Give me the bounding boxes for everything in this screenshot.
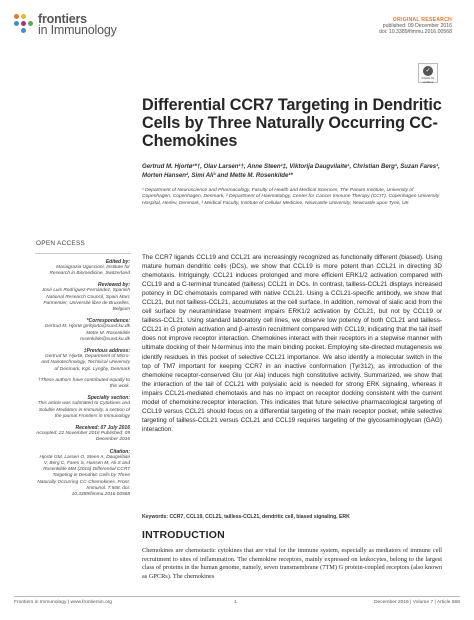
footer-issue-info: December 2016 | Volume 7 | Article 568 <box>373 600 460 605</box>
logo-journal-text: in Immunology <box>38 23 117 37</box>
doi-link[interactable]: doi: 10.3389/fimmu.2016.00568 <box>379 29 452 36</box>
journal-logo[interactable] <box>14 14 117 36</box>
article-type: ORIGINAL RESEARCH <box>392 17 452 23</box>
sidebar-specialty-section: Specialty section: This article was submitted to Cytokines and Soluble Mediators in Immunity, a section of the journal Frontiers in Immunology <box>37 395 130 419</box>
sidebar-reviewed-by: Reviewed by: José Luis Rodríguez-Fernández, Spanish National Research Council, Spain Marc Parmentier, Université libre de Bruxelles, Belgium <box>41 282 130 313</box>
published-date: published: 09 December 2016 <box>382 23 452 30</box>
footer-divider <box>14 596 460 597</box>
author-list: Gertrud M. Hjortø¹*†, Olav Larsen¹†, Anne Steen¹‡, Viktorija Daugvilaite¹, Christian Berg¹, Suzan Fares¹, Morten Hansen², Simi Ali³ and Mette M. Rosenkilde¹* <box>142 163 440 179</box>
sidebar-divider <box>35 253 131 254</box>
article-meta <box>379 17 452 36</box>
sidebar-previous-address: ‡Previous address: Gertrud M. Hjortø, Department of Micro- and Nanotechnology, Technical University of Denmark, Kgs. Lyngby, Denmark <box>41 348 130 372</box>
sidebar-equal-contribution: †These authors have contributed equally to this work. <box>37 377 130 390</box>
page-footer <box>14 600 460 605</box>
introduction-text: Chemokines are chemotactic cytokines that are vital for the immune system, especially as mediators of immune cell recruitment to sites of inflammation. The chemokine receptors, mainly expressed on leukocytes, belong to the largest class of proteins in the human genome, namely, seven transmembrane (7TM) G protein-coupled receptors (also known as GPCRs). The chemokines <box>142 547 442 580</box>
introduction-heading: INTRODUCTION <box>142 529 225 541</box>
crossmark-label: Check for updates <box>421 76 435 84</box>
check-icon: ✓ <box>423 66 433 76</box>
sidebar-edited-by: Edited by: Mariagrazia Uguccioni, Institute for Research in Biomedicine, Switzerland <box>49 258 130 276</box>
logo-frontiers-text: frontiers <box>38 12 87 26</box>
page-number: 1 <box>234 600 237 605</box>
article-title: Differential CCR7 Targeting in Dendritic Cells by Three Naturally Occurring CC-Chemokines <box>142 96 442 150</box>
sidebar-citation: Citation: Hjortø GM, Larsen O, Steen A, Daugvilaite V, Berg C, Fares S, Hansen M, Ali S and Rosenkilde MM (2016) Differential CCR7 Targeting in Dendritic Cells by Three Naturally Occurring CC-Chemokines. Front. Immunol. 7:568. doi: 10.3389/fimmu.2016.00568 <box>37 448 130 498</box>
sidebar <box>36 240 130 503</box>
sidebar-dates: Received: 07 July 2016 Accepted: 22 November 2016 Published: 09 December 2016 <box>36 425 130 443</box>
frontiers-logo-icon <box>14 14 34 34</box>
crossmark-badge[interactable] <box>418 63 438 83</box>
sidebar-correspondence: *Correspondence: Gertrud M. Hjortø gmhjorto@sund.ku.dk Mette M. Rosenkilde rosenkilde@sund.ku.dk <box>44 318 130 342</box>
open-access-label: OPEN ACCESS <box>36 240 86 247</box>
abstract-text: The CCR7 ligands CCL19 and CCL21 are increasingly recognized as functionally different (biased). Using mature human dendritic cells (DCs), we show that CCL19 is more potent than CCL21 in directing 3D chemotaxis. Intriguingly, CCL21 induces prolonged and more efficient ERK1/2 activation compared with CCL19 and a C-terminal truncated (tailless) CCL21 in DCs. In contrast, tailless-CCL21 displays increased potency in DC chemotaxis compared with native CCL21. Using a CCL21-specific antibody, we show that CCL21, but not tailless-CCL21, accumulates at the cell surface. In addition, removal of sialic acid from the cell surface by neuraminidase treatment impairs ERK1/2 activation by CCL21, but not by CCL19 or tailless-CCL21. Using standard laboratory cell lines, we observe low potency of both CCL21 and tailless-CCL21 in G protein activation and β-arrestin recruitment compared with CCL19, indicating that the tail itself does not improve receptor interaction. Chemokines interact with their receptors in a stepwise manner with ultimate docking of their N-terminus into the main binding pocket. Employing site-directed mutagenesis we identify residues in this pocket of selective CCL21 importance. We also identify a molecular switch in the top of TM7 important for keeping CCR7 in an inactive conformation (Tyr312), as introduction of the chemokine receptor-conserved Glu (or Ala) induces high constitutive activity. Summarized, we show that the interaction of the tail of CCL21 with polysialic acid is needed for strong ERK signaling, whereas it impairs CCL21-mediated chemotaxis and has no impact on receptor docking consistent with the current model of chemokine:receptor interaction. This indicates that future selective pharmacological targeting of CCL19 versus CCL21 should focus on a differential targeting of the main receptor pocket, while selective targeting of tailless-CCL21 versus CCL21 and CCL19 requires targeting of the glycosaminoglycan (GAG) interaction. <box>142 254 442 433</box>
keywords-label: Keywords: <box>142 514 169 520</box>
affiliations: ¹ Department of Neuroscience and Pharmacology, Faculty of Health and Medical Sciences, The Panum Institute, University of Copenhagen, Copenhagen, Denmark, ² Department of Haematology, Center for Cancer Immune Therapy (CCIT), Copenhagen University Hospital, Herlev, Denmark, ³ Medical Faculty, Institute of Cellular Medicine, Newcastle University, Newcastle upon Tyne, UK <box>142 188 440 206</box>
keywords <box>142 514 442 521</box>
footer-journal-link[interactable]: Frontiers in Immunology | www.frontiersin.org <box>14 600 113 605</box>
keywords-list: CCR7, CCL19, CCL21, tailless-CCL21, dendritic cell, biased signaling, ERK <box>169 514 350 520</box>
